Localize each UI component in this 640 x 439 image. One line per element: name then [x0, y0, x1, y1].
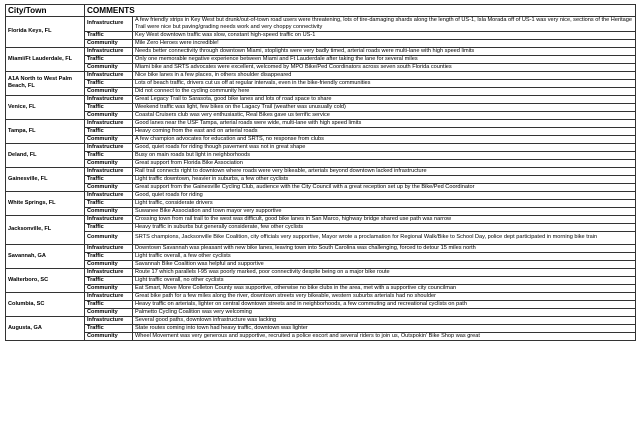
table-row	[6, 215, 636, 223]
comment-cell: SRTS champions, Jacksonville Bike Coalition, city officials very supportive, Mayor wrote a proclamation for Regional Walk/Bike to School Day, police dept participated in morning bike train	[133, 231, 636, 244]
comment-cell: Only one memorable negative experience between Miami and Ft Lauderdale after taking the lane for several miles	[133, 55, 636, 63]
comment-cell: Light traffic overall, a few other cyclists	[133, 252, 636, 260]
comment-cell: Good, quiet roads for riding	[133, 191, 636, 199]
comment-cell: Needs better connectivity through downtown Miami, stoplights were very badly timed, arterial roads were multi-lane with high speed limits	[133, 47, 636, 55]
category-cell: Infrastructure	[85, 167, 133, 175]
category-cell: Community	[85, 63, 133, 71]
category-cell: Infrastructure	[85, 71, 133, 79]
table-row	[6, 47, 636, 55]
table-row	[6, 300, 636, 308]
table-row	[6, 260, 636, 268]
comment-cell: Heavy traffic on arterials, lighter on central downtown streets and in neighborhoods, a few commuting and recreational cyclists on path	[133, 300, 636, 308]
comment-cell: Miami bike and SRTS advocates were excellent, welcomed by MPO Bike/Ped Coordinators across seven south Florida counties	[133, 63, 636, 71]
category-cell: Traffic	[85, 175, 133, 183]
table-row	[6, 244, 636, 252]
table-row	[6, 119, 636, 127]
city-name-cell: Miami/Ft Lauderdale, FL	[6, 47, 85, 71]
city-name-cell: Tampa, FL	[6, 119, 85, 143]
table-row	[6, 207, 636, 215]
comment-cell: Light traffic, considerate drivers	[133, 199, 636, 207]
comment-cell: Suwanee Bike Association and town mayor very supportive	[133, 207, 636, 215]
table-row	[6, 231, 636, 244]
table-row	[6, 111, 636, 119]
comments-table-container	[5, 4, 635, 438]
category-cell: Traffic	[85, 151, 133, 159]
comment-cell: Great support from Florida Bike Association	[133, 159, 636, 167]
category-cell: Infrastructure	[85, 95, 133, 103]
table-row	[6, 167, 636, 175]
table-row	[6, 17, 636, 32]
comment-cell: Rail trail connects right to downtown where roads were very bikeable, arterials beyond downtown lacked infrastructure	[133, 167, 636, 175]
comment-cell: Great bike path for a few miles along the river, downtown streets very bikeable, western suburbs arterials had no shoulder	[133, 292, 636, 300]
table-row	[6, 284, 636, 292]
category-cell: Community	[85, 308, 133, 316]
header-comments: COMMENTS	[85, 5, 636, 17]
category-cell: Infrastructure	[85, 268, 133, 276]
comment-cell: Several good paths, downtown infrastructure was lacking	[133, 316, 636, 324]
table-row	[6, 103, 636, 111]
city-name-cell: Augusta, GA	[6, 316, 85, 340]
category-cell: Traffic	[85, 199, 133, 207]
category-cell: Community	[85, 284, 133, 292]
table-row	[6, 223, 636, 231]
table-row	[6, 292, 636, 300]
category-cell: Traffic	[85, 55, 133, 63]
category-cell: Traffic	[85, 79, 133, 87]
table-row	[6, 135, 636, 143]
city-name-cell: A1A North to West Palm Beach, FL	[6, 71, 85, 95]
table-row	[6, 191, 636, 199]
city-name-cell: Walterboro, SC	[6, 268, 85, 292]
category-cell: Infrastructure	[85, 292, 133, 300]
city-name-cell: Gainesville, FL	[6, 167, 85, 191]
comment-cell: Great Legacy Trail to Sarasota, good bike lanes and lots of road space to share	[133, 95, 636, 103]
city-name-cell: Jacksonville, FL	[6, 215, 85, 244]
comment-cell: Busy on main roads but light in neighborhoods	[133, 151, 636, 159]
category-cell: Infrastructure	[85, 143, 133, 151]
table-row	[6, 175, 636, 183]
table-row	[6, 308, 636, 316]
table-row	[6, 268, 636, 276]
table-row	[6, 252, 636, 260]
table-row	[6, 316, 636, 324]
comment-cell: Route 17 which parallels I-95 was poorly marked, poor connectivity despite being on a major bike route	[133, 268, 636, 276]
table-row	[6, 63, 636, 71]
comment-cell: Light traffic downtown, heavier in suburbs, a few other cyclists	[133, 175, 636, 183]
city-name-cell: Venice, FL	[6, 95, 85, 119]
category-cell: Traffic	[85, 31, 133, 39]
category-cell: Community	[85, 159, 133, 167]
comment-cell: Nice bike lanes in a few places, in others shoulder disappeared	[133, 71, 636, 79]
table-row	[6, 276, 636, 284]
category-cell: Infrastructure	[85, 47, 133, 55]
table-row	[6, 87, 636, 95]
header-city: City/Town	[6, 5, 85, 17]
table-row	[6, 183, 636, 191]
table-row	[6, 151, 636, 159]
table-row	[6, 95, 636, 103]
table-body	[6, 17, 636, 341]
city-name-cell: Savannah, GA	[6, 244, 85, 268]
comment-cell: Downtown Savannah was pleasant with new bike lanes, leaving town into South Carolina was challenging, forced to detour 15 miles north	[133, 244, 636, 252]
comment-cell: Wheel Movement was very generous and supportive, recruited a police escort and several riders to join us, Outspokin' Bike Shop was great	[133, 332, 636, 340]
comment-cell: Lots of beach traffic, drivers cut us off at regular intervals, even in the bike-friendly communities	[133, 79, 636, 87]
table-row	[6, 31, 636, 39]
category-cell: Community	[85, 39, 133, 47]
comment-cell: A few champion advocates for education and SRTS, no response from clubs	[133, 135, 636, 143]
category-cell: Community	[85, 87, 133, 95]
category-cell: Traffic	[85, 324, 133, 332]
city-comments-table	[5, 4, 636, 341]
comment-cell: Heavy coming from the east and on arterial roads	[133, 127, 636, 135]
category-cell: Infrastructure	[85, 17, 133, 32]
category-cell: Community	[85, 231, 133, 244]
comment-cell: Good lanes near the USF Tampa, arterial roads were wide, multi-lane with high speed limits	[133, 119, 636, 127]
comment-cell: A few friendly strips in Key West but drunk/out-of-town road users were threatening, lots of tire-damaging shards along the length of US-1, Isla Morada off of US-1 was very nice, sections of the Heritage Trail were nice but paving/grading needs work and very choppy connectivity	[133, 17, 636, 32]
header-row	[6, 5, 636, 17]
category-cell: Community	[85, 111, 133, 119]
comment-cell: Palmetto Cycling Coalition was very welcoming	[133, 308, 636, 316]
comment-cell: Heavy traffic in suburbs but generally considerate, few other cyclists	[133, 223, 636, 231]
table-row	[6, 332, 636, 340]
category-cell: Infrastructure	[85, 215, 133, 223]
category-cell: Infrastructure	[85, 244, 133, 252]
comment-cell: Good, quiet roads for riding though pavement was not in great shape	[133, 143, 636, 151]
category-cell: Traffic	[85, 252, 133, 260]
comment-cell: Savannah Bike Coalition was helpful and supportive	[133, 260, 636, 268]
table-row	[6, 199, 636, 207]
category-cell: Traffic	[85, 127, 133, 135]
city-name-cell: Florida Keys, FL	[6, 17, 85, 48]
category-cell: Traffic	[85, 103, 133, 111]
category-cell: Community	[85, 183, 133, 191]
comment-cell: Weekend traffic was light, few bikes on the Lagacy Trail (weather was unusually cold)	[133, 103, 636, 111]
table-row	[6, 324, 636, 332]
category-cell: Infrastructure	[85, 191, 133, 199]
city-name-cell: Deland, FL	[6, 143, 85, 167]
table-row	[6, 143, 636, 151]
comment-cell: Did not connect to the cycling community here	[133, 87, 636, 95]
comment-cell: Key West downtown traffic was slow, constant high-speed traffic on US-1	[133, 31, 636, 39]
category-cell: Infrastructure	[85, 119, 133, 127]
comment-cell: Eat Smart, Move More Colleton County was supportive, otherwise no bike clubs in the area, met with a supportive city councilman	[133, 284, 636, 292]
table-row	[6, 71, 636, 79]
table-row	[6, 39, 636, 47]
category-cell: Traffic	[85, 223, 133, 231]
table-row	[6, 79, 636, 87]
comment-cell: Mile Zero Heroes were incredible!	[133, 39, 636, 47]
comment-cell: Coastal Cruisers club was very enthusiastic, Real Bikes gave us terrific service	[133, 111, 636, 119]
category-cell: Community	[85, 260, 133, 268]
category-cell: Traffic	[85, 300, 133, 308]
comment-cell: Crossing town from rail trail to the west was difficult, good bike lanes in San Marco, highway bridge shared use path was narrow	[133, 215, 636, 223]
table-row	[6, 127, 636, 135]
comment-cell: Light traffic overall, no other cyclists	[133, 276, 636, 284]
category-cell: Traffic	[85, 276, 133, 284]
comment-cell: Great support from the Gainesville Cycling Club, audience with the City Council with a great reception set up by the Bike/Ped Coordinator	[133, 183, 636, 191]
table-row	[6, 159, 636, 167]
comment-cell: State routes coming into town had heavy traffic, downtown was lighter	[133, 324, 636, 332]
category-cell: Community	[85, 332, 133, 340]
category-cell: Community	[85, 135, 133, 143]
category-cell: Community	[85, 207, 133, 215]
table-row	[6, 55, 636, 63]
category-cell: Infrastructure	[85, 316, 133, 324]
city-name-cell: White Springs, FL	[6, 191, 85, 215]
city-name-cell: Columbia, SC	[6, 292, 85, 316]
